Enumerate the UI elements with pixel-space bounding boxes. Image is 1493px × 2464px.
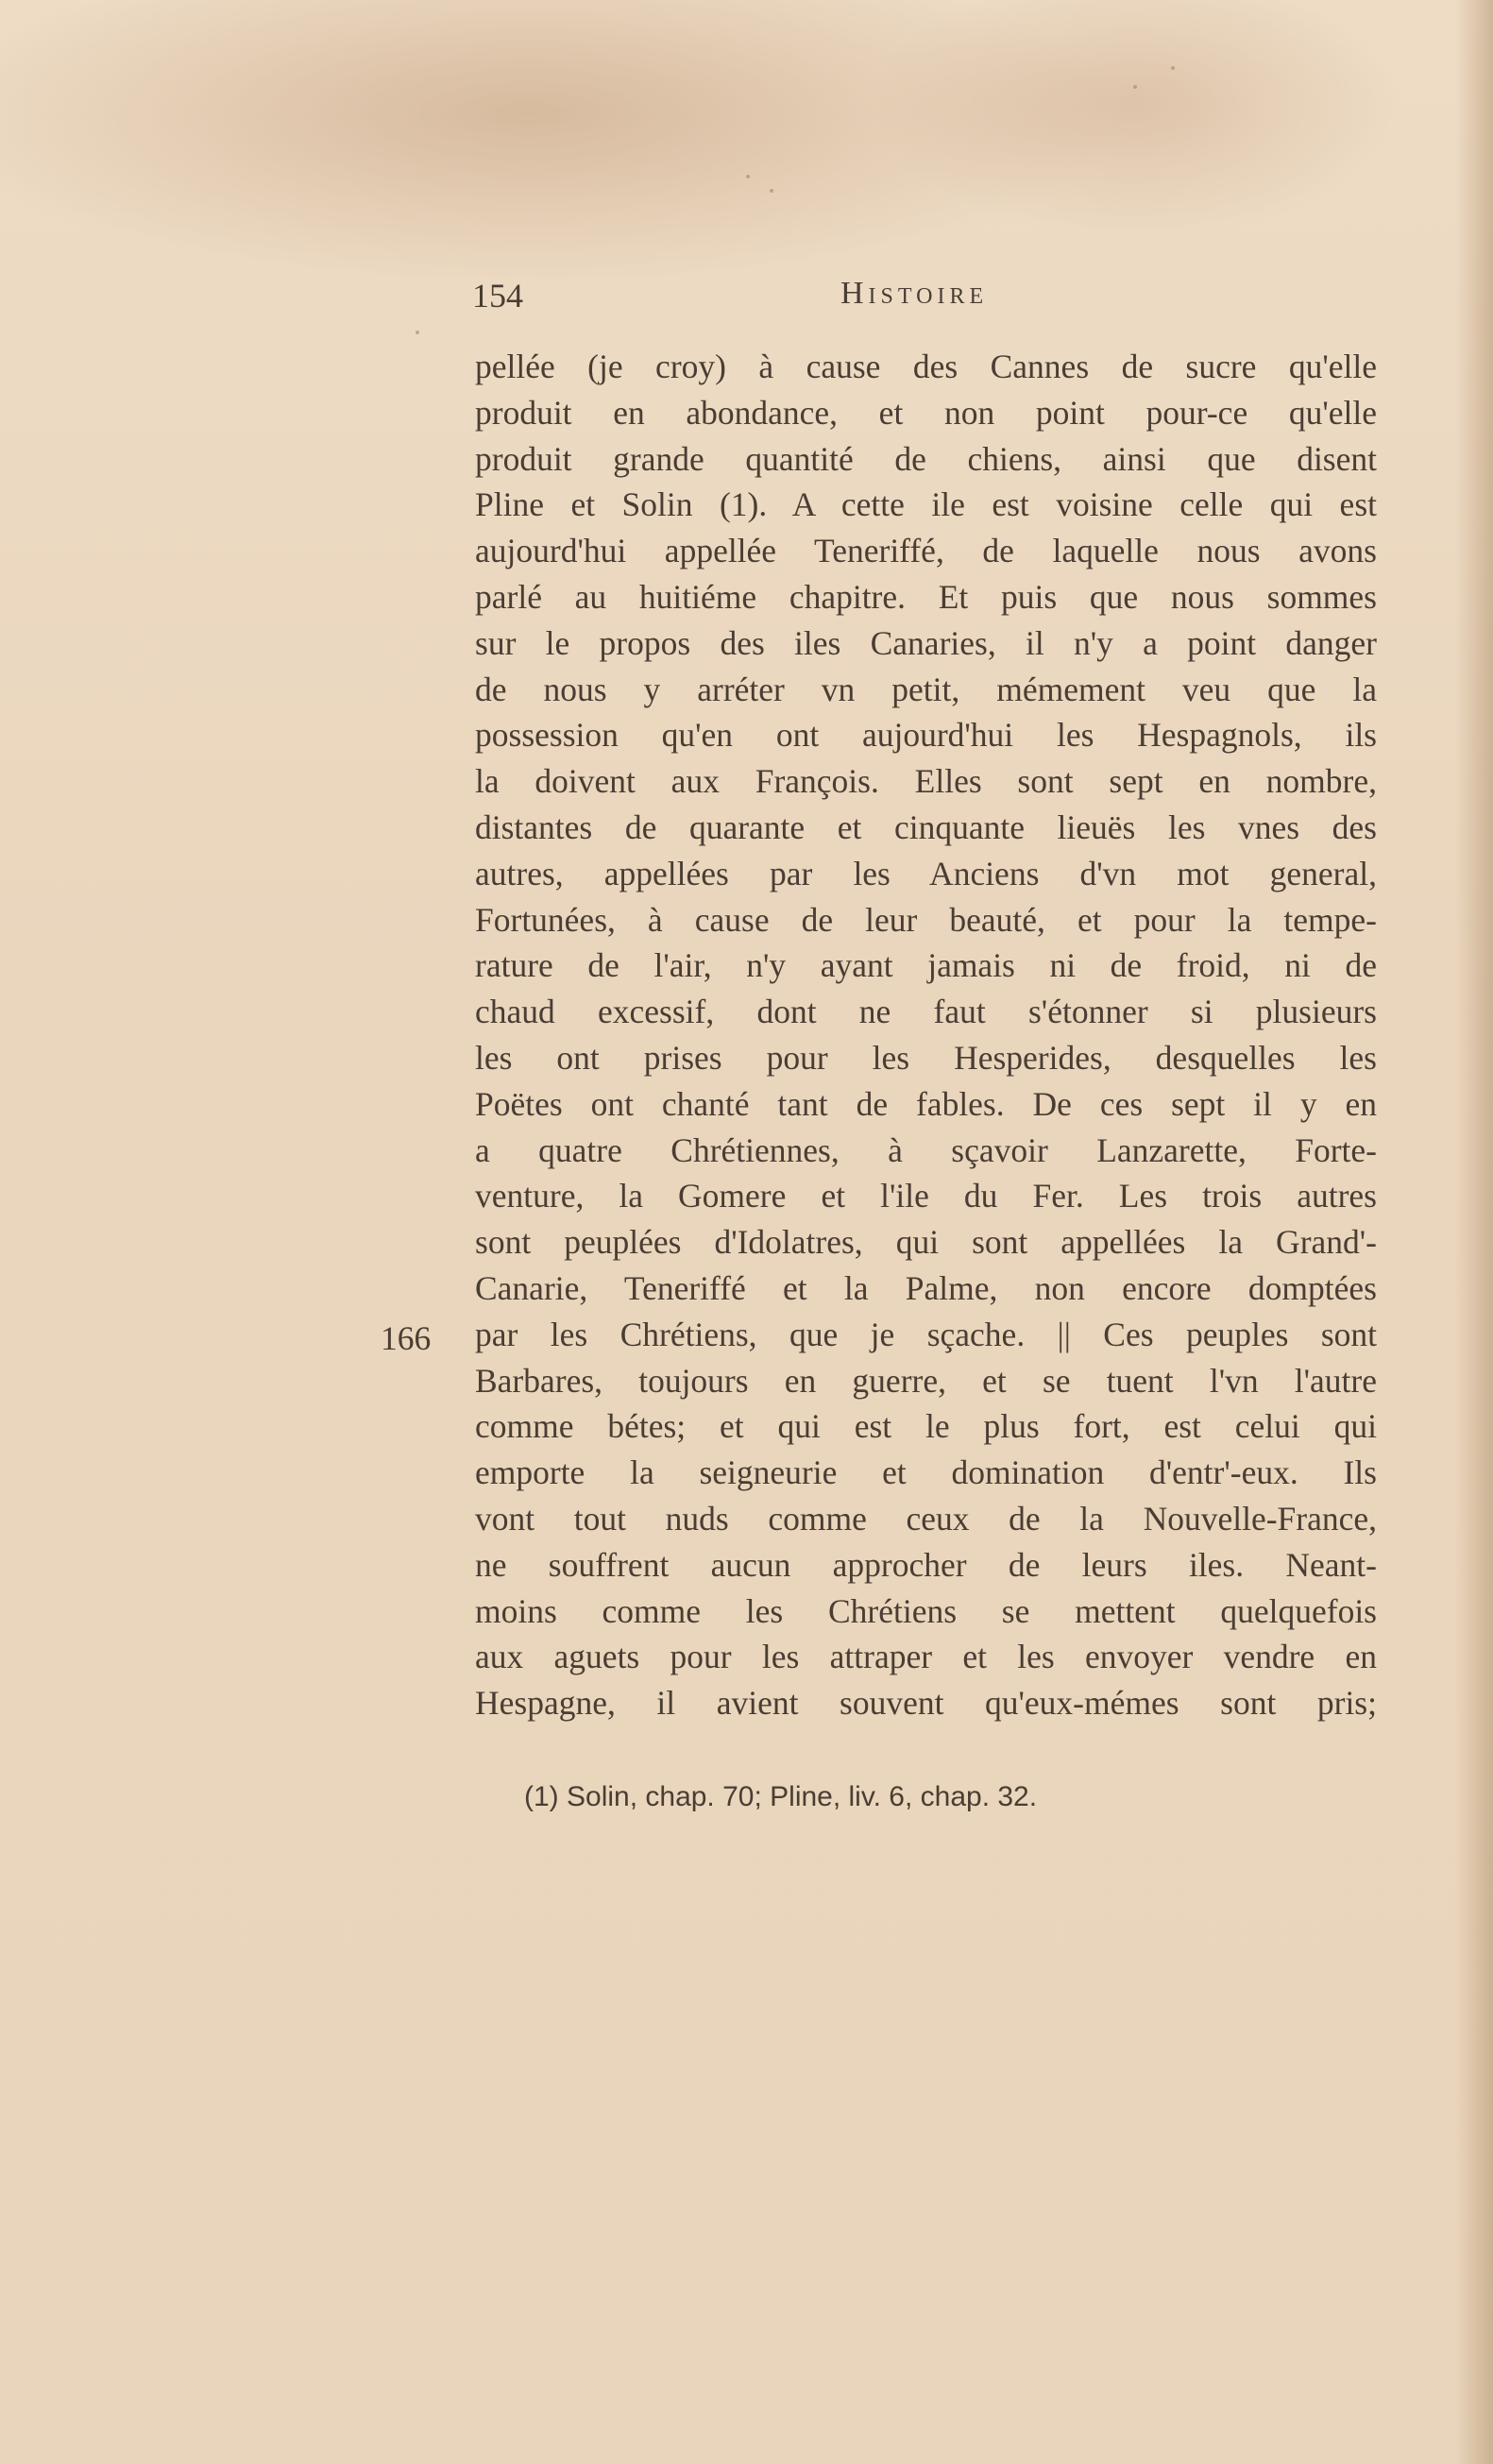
text-line: comme bétes; et qui est le plus fort, est celui qui bbox=[475, 1407, 1377, 1446]
text-line: de nous y arréter vn petit, mémement veu que la bbox=[475, 670, 1377, 708]
footnote: (1) Solin, chap. 70; Pline, liv. 6, chap. 32. bbox=[524, 1781, 1038, 1812]
text-line: Barbares, toujours en guerre, et se tuent l'vn l'autre bbox=[475, 1361, 1377, 1400]
paper-speck bbox=[746, 175, 750, 178]
paper-speck bbox=[416, 331, 419, 334]
text-line: parlé au huitiéme chapitre. Et puis que nous sommes bbox=[475, 577, 1377, 616]
text-line: aux aguets pour les attraper et les envoyer vendre en bbox=[475, 1638, 1377, 1676]
body-text bbox=[475, 344, 1377, 1726]
text-line: Poëtes ont chanté tant de fables. De ces sept il y en bbox=[475, 1084, 1377, 1123]
text-line: pellée (je croy) à cause des Cannes de sucre qu'elle bbox=[475, 348, 1377, 385]
text-line: la doivent aux François. Elles sont sept en nombre, bbox=[475, 762, 1377, 801]
paper-speck bbox=[1133, 85, 1137, 89]
text-line: Fortunées, à cause de leur beauté, et pour la tempe- bbox=[475, 900, 1377, 939]
margin-page-reference: 166 bbox=[381, 1319, 432, 1357]
text-line: possession qu'en ont aujourd'hui les Hespagnols, ils bbox=[475, 716, 1377, 755]
text-line: par les Chrétiens, que je sçache. || Ces peuples sont bbox=[475, 1315, 1377, 1353]
text-line: rature de l'air, n'y ayant jamais ni de froid, ni de bbox=[475, 946, 1377, 985]
page-header bbox=[472, 276, 1020, 332]
text-line: vont tout nuds comme ceux de la Nouvelle-France, bbox=[475, 1499, 1377, 1538]
paper-speck bbox=[770, 189, 773, 193]
page-number: 154 bbox=[472, 277, 523, 314]
text-line: les ont prises pour les Hesperides, desquelles les bbox=[475, 1038, 1377, 1077]
text-line: distantes de quarante et cinquante lieuës les vnes des bbox=[475, 807, 1377, 846]
text-line: Pline et Solin (1). A cette ile est voisine celle qui est bbox=[475, 485, 1377, 524]
text-line: sur le propos des iles Canaries, il n'y a point danger bbox=[475, 623, 1377, 662]
text-line: sont peuplées d'Idolatres, qui sont appellées la Grand'- bbox=[475, 1223, 1377, 1262]
text-line: moins comme les Chrétiens se mettent quelquefois bbox=[475, 1591, 1377, 1630]
text-line: a quatre Chrétiennes, à sçavoir Lanzarette, Forte- bbox=[475, 1130, 1377, 1169]
running-title: Histoire bbox=[840, 276, 989, 311]
text-line: chaud excessif, dont ne faut s'étonner si plusieurs bbox=[475, 993, 1377, 1031]
text-line: Canarie, Teneriffé et la Palme, non encore domptées bbox=[475, 1268, 1377, 1307]
text-line: produit grande quantité de chiens, ainsi que disent bbox=[475, 439, 1377, 478]
text-line: produit en abondance, et non point pour-ce qu'elle bbox=[475, 393, 1377, 432]
text-line: ne souffrent aucun approcher de leurs iles. Neant- bbox=[475, 1545, 1377, 1584]
text-line: emporte la seigneurie et domination d'entr'-eux. Ils bbox=[475, 1453, 1377, 1492]
text-line: aujourd'hui appellée Teneriffé, de laquelle nous avons bbox=[475, 532, 1377, 570]
text-line: venture, la Gomere et l'ile du Fer. Les trois autres bbox=[475, 1177, 1377, 1215]
paper-speck bbox=[1171, 66, 1175, 70]
text-line: autres, appellées par les Anciens d'vn mot general, bbox=[475, 854, 1377, 892]
text-line: Hespagne, il avient souvent qu'eux-mémes sont pris; bbox=[475, 1684, 1377, 1723]
